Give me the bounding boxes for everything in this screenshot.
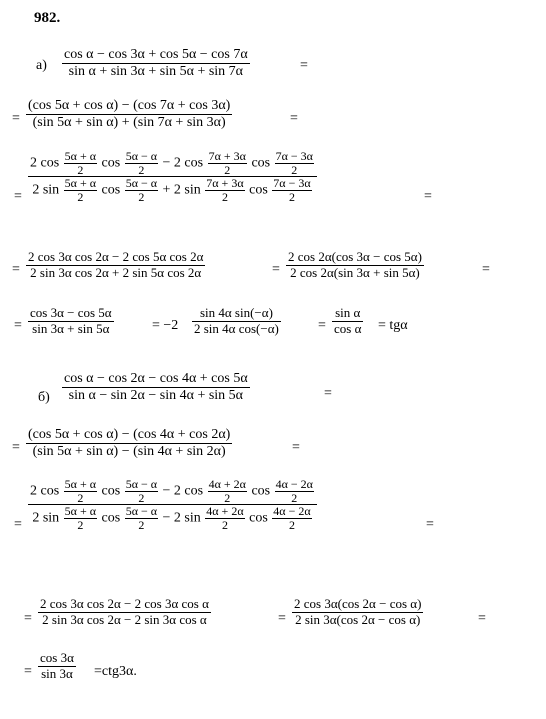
part-b-label: б) [38,390,50,405]
denominator: sin 3α [41,665,73,681]
denominator: 2 sin 3α cos 2α − 2 sin 3α cos α [42,611,207,627]
numerator: 2 cos 3α cos 2α − 2 cos 3α cos α [40,596,209,611]
numerator: 2 cos 3α(cos 2α − cos α) [294,596,422,611]
part-b-line3-lead: = [14,517,22,532]
half-angle-fraction: $\frac{4\alpha - 2\alpha}{2}$ [275,477,313,505]
part-b-line4-lead: = [24,611,32,626]
part-a-line3-lead: = [14,189,22,204]
part-a-line2-equals: = [290,111,298,126]
denominator: sin 3α + sin 5α [32,320,110,336]
part-a-line1-numerator: cos α − cos 3α + cos 5α − cos 7α [64,47,248,62]
part-b-line3-numerator: 2 cos $\frac{5\alpha + \alpha}{2}$ cos $\frac{5\alpha - \alpha}{2}$ − 2 cos $\frac{4\alpha + 2\alpha}{2}$ cos $\frac{4\alpha - 2\alpha}{2}$ [30,477,313,505]
part-b-line2-fraction [26,427,232,460]
half-angle-fraction: $\frac{4\alpha - 2\alpha}{2}$ [273,504,311,532]
part-b-line1-denominator: sin α − sin 2α − sin 4α + sin 5α [68,388,244,404]
part-a-line1-denominator: sin α + sin 3α + sin 5α + sin 7α [68,64,244,80]
half-angle-fraction: $\frac{7\alpha - 3\alpha}{2}$ [275,149,313,177]
half-angle-fraction: $\frac{7\alpha + 3\alpha}{2}$ [206,176,244,204]
half-angle-fraction: $\frac{7\alpha - 3\alpha}{2}$ [273,176,311,204]
part-b-line4-fraction2 [292,597,423,628]
half-angle-fraction: $\frac{5\alpha + \alpha}{2}$ [64,477,97,505]
part-a-line2-denominator: (sin 5α + sin α) + (sin 7α + sin 3α) [32,115,226,131]
part-a-line4-lead: = [12,262,20,277]
denominator: 2 sin 3α cos 2α + 2 sin 5α cos 2α [30,264,202,280]
part-a-line4-equals: = [272,262,280,277]
half-angle-fraction: $\frac{5\alpha + \alpha}{2}$ [64,504,97,532]
half-angle-fraction: $\frac{5\alpha + \alpha}{2}$ [64,149,97,177]
part-a-line5-lead: = [14,318,22,333]
numerator: sin α [335,305,361,320]
problem-number: 982. [34,10,61,26]
part-b-line3-denominator: 2 sin $\frac{5\alpha + \alpha}{2}$ cos $\frac{5\alpha - \alpha}{2}$ − 2 sin $\frac{4\alpha + 2\alpha}{2}$ cos $\frac{4\alpha - 2\alpha}{2}$ [32,504,311,532]
part-a-line4-fraction2 [286,250,424,281]
part-a-line2-lead: = [12,111,20,126]
part-b-line2-numerator: (cos 5α + cos α) − (cos 4α + cos 2α) [28,427,231,442]
part-a-line1-fraction [62,47,250,80]
part-b-line2-lead: = [12,440,20,455]
part-b-line3-equals: = [426,517,434,532]
part-b-line2-equals: = [292,440,300,455]
part-a-label: а) [36,58,47,73]
half-angle-fraction: $\frac{5\alpha - \alpha}{2}$ [125,149,158,177]
half-angle-fraction: $\frac{5\alpha - \alpha}{2}$ [125,504,158,532]
denominator: 2 sin 3α(cos 2α − cos α) [295,611,421,627]
part-a-line5-equals: = [318,318,326,333]
numerator: cos 3α [40,650,74,665]
half-angle-fraction: $\frac{7\alpha + 3\alpha}{2}$ [208,149,246,177]
half-angle-fraction: $\frac{5\alpha - \alpha}{2}$ [125,477,158,505]
part-a-line1-equals: = [300,58,308,73]
denominator: 2 sin 4α cos(−α) [194,320,279,336]
denominator: cos α [334,320,362,336]
part-a-line5-fraction1 [28,306,114,337]
part-b-line2-denominator: (sin 5α + sin α) − (sin 4α + sin 2α) [32,444,226,460]
part-b-line3-fraction [28,478,317,531]
part-b-line4-tail: = [478,611,486,626]
part-b-line1-equals: = [324,386,332,401]
part-a-line3-numerator: 2 cos $\frac{5\alpha + \alpha}{2}$ cos $\frac{5\alpha - \alpha}{2}$ − 2 cos $\frac{7\alpha + 3\alpha}{2}$ cos $\frac{7\alpha - 3\alpha}{2}$ [30,149,313,177]
half-angle-fraction: $\frac{4\alpha + 2\alpha}{2}$ [206,504,244,532]
half-angle-fraction: $\frac{4\alpha + 2\alpha}{2}$ [208,477,246,505]
half-angle-fraction: $\frac{5\alpha + \alpha}{2}$ [64,176,97,204]
part-a-line2-fraction [26,98,232,131]
part-a-line3-equals: = [424,189,432,204]
part-b-line4-fraction1 [38,597,211,628]
numerator: sin 4α sin(−α) [199,305,273,320]
part-b-line1-numerator: cos α − cos 2α − cos 4α + cos 5α [64,371,248,386]
numerator: 2 cos 2α(cos 3α − cos 5α) [288,249,422,264]
part-b-line5-fraction [38,651,76,682]
part-b-line5-lead: = [24,664,32,679]
part-a-line4-fraction1 [26,250,205,281]
part-a-line5-fraction2 [192,306,281,337]
part-a-line3-fraction [28,150,317,203]
part-b-line4-equals: = [278,611,286,626]
numerator: 2 cos 3α cos 2α − 2 cos 5α cos 2α [28,249,204,264]
part-b-line1-fraction [62,371,250,404]
denominator: 2 cos 2α(sin 3α + sin 5α) [290,264,420,280]
part-a-line5-mid: = −2 [152,318,179,333]
half-angle-fraction: $\frac{5\alpha - \alpha}{2}$ [125,176,158,204]
part-b-result: =ctg3α. [94,664,137,679]
part-a-result: = tgα [378,318,408,333]
part-a-line2-numerator: (cos 5α + cos α) − (cos 7α + cos 3α) [28,98,231,113]
part-a-line3-denominator: 2 sin $\frac{5\alpha + \alpha}{2}$ cos $\frac{5\alpha - \alpha}{2}$ + 2 sin $\frac{7\alpha + 3\alpha}{2}$ cos $\frac{7\alpha - 3\alpha}{2}$ [32,176,311,204]
numerator: cos 3α − cos 5α [30,305,112,320]
part-a-line4-tail: = [482,262,490,277]
part-a-line5-fraction3 [332,306,363,337]
